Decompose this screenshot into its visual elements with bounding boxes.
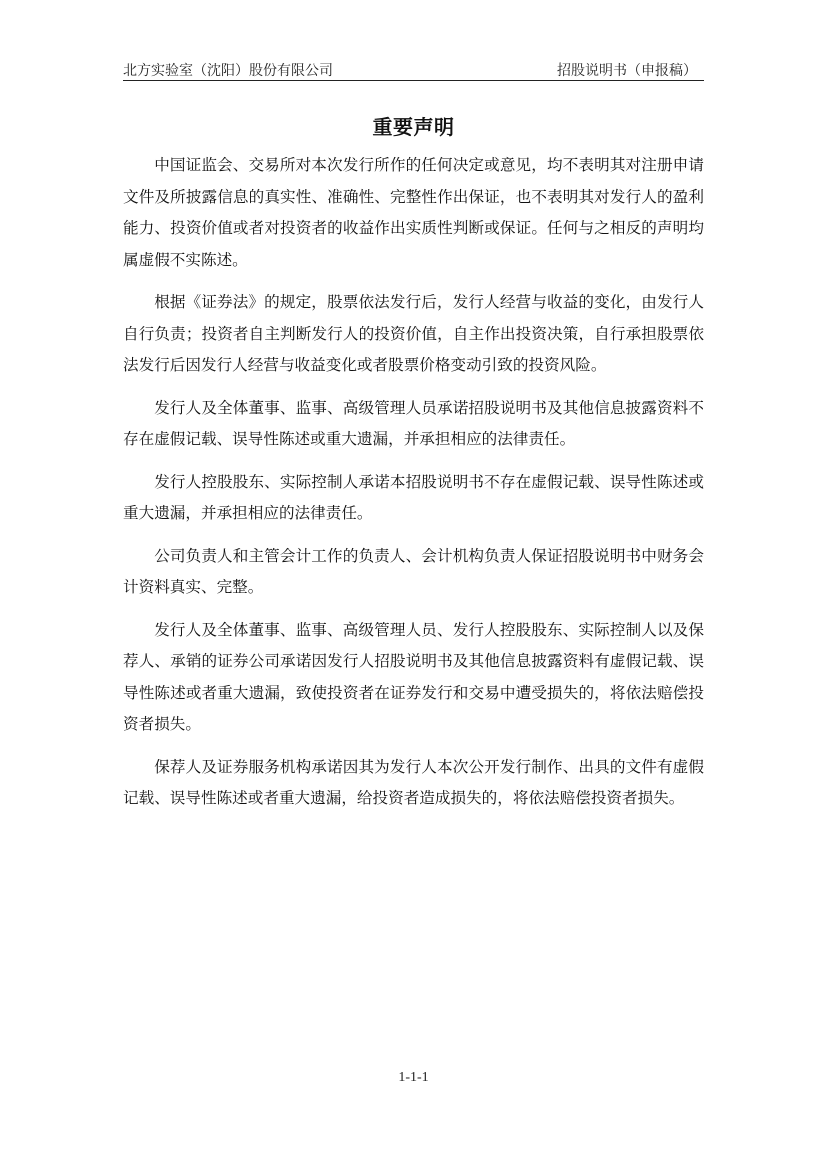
paragraph-2: 根据《证券法》的规定，股票依法发行后，发行人经营与收益的变化，由发行人自行负责；投资者自主判断发行人的投资价值，自主作出投资决策，自行承担股票依法发行后因发行人经营与收益变化或者股票价格变动引致的投资风险。 — [123, 293, 704, 374]
paragraph-3: 发行人及全体董事、监事、高级管理人员承诺招股说明书及其他信息披露资料不存在虚假记载、误导性陈述或重大遗漏，并承担相应的法律责任。 — [123, 398, 704, 448]
page-title: 重要声明 — [372, 115, 455, 139]
page-number: 1-1-1 — [398, 1070, 429, 1085]
paragraph-7: 保荐人及证券服务机构承诺因其为发行人本次公开发行制作、出具的文件有虚假记载、误导性陈述或者重大遗漏，给投资者造成损失的，将依法赔偿投资者损失。 — [123, 757, 704, 807]
paragraph-4: 发行人控股股东、实际控制人承诺本招股说明书不存在虚假记载、误导性陈述或重大遗漏，并承担相应的法律责任。 — [123, 472, 704, 522]
paragraph-1: 中国证监会、交易所对本次发行所作的任何决定或意见，均不表明其对注册申请文件及所披露信息的真实性、准确性、完整性作出保证，也不表明其对发行人的盈利能力、投资价值或者对投资者的收益作出实质性判断或保证。任何与之相反的声明均属虚假不实陈述。 — [123, 156, 704, 269]
header-document-type: 招股说明书（申报稿） — [557, 63, 697, 79]
header-divider — [123, 80, 704, 81]
statement-body — [123, 150, 704, 826]
paragraph-5: 公司负责人和主管会计工作的负责人、会计机构负责人保证招股说明书中财务会计资料真实、完整。 — [123, 546, 704, 596]
page-header — [123, 60, 703, 82]
paragraph-6: 发行人及全体董事、监事、高级管理人员、发行人控股股东、实际控制人以及保荐人、承销的证券公司承诺因发行人招股说明书及其他信息披露资料有虚假记载、误导性陈述或者重大遗漏，致使投资者在证券发行和交易中遭受损失的，将依法赔偿投资者损失。 — [123, 620, 704, 733]
header-company-name: 北方实验室（沈阳）股份有限公司 — [123, 63, 333, 79]
